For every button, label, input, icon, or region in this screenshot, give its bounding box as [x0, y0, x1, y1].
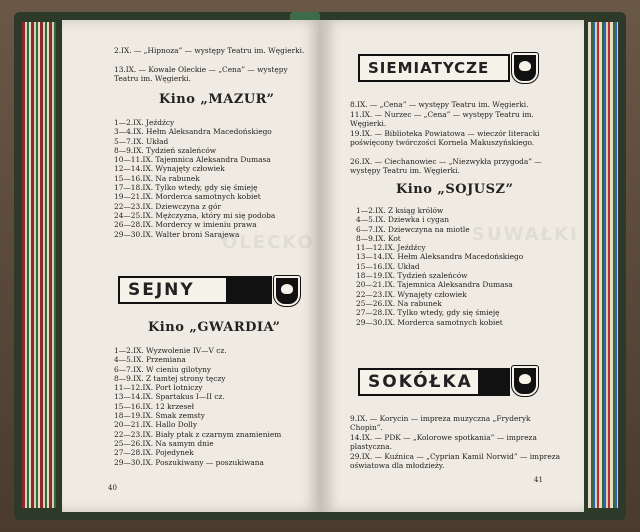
- list-item: 4—5.IX. Dziewka i cygan: [356, 215, 450, 225]
- list-item: 29—30.IX. Walter broni Sarajewa: [114, 229, 240, 239]
- sejny-crest-icon: [274, 276, 300, 306]
- list-item: 5—7.IX. Układ: [114, 136, 169, 146]
- list-item: 15—16.IX. Na rabunek: [114, 173, 200, 183]
- event-nurzec: 11.IX. — Nurzec — „Cena” — występy Teatru im. Węgierki.: [350, 110, 534, 129]
- list-item: 19—21.IX. Morderca samotnych kobiet: [114, 192, 261, 202]
- list-item: 18—19.IX. Tydzień szaleńców: [356, 271, 468, 281]
- page-edges-left: [22, 22, 56, 508]
- show-through-text: OLECKO: [222, 232, 315, 253]
- kino-sojusz-title: Kino „SOJUSZ”: [396, 182, 514, 197]
- town-name-sokolka: SOKÓŁKA: [368, 372, 473, 392]
- town-name-siemiatycze: SIEMIATYCZE: [368, 59, 490, 77]
- page-number-left: 40: [108, 484, 117, 492]
- list-item: 24—25.IX. Mężczyzna, który mi się podoba: [114, 210, 276, 220]
- list-item: 22—23.IX. Biały ptak z czarnym znamieniem: [114, 429, 282, 439]
- event-kuznica: 29.IX. — Kuźnica — „Cyprian Kamil Norwid” — impreza oświatowa dla młodzieży.: [350, 452, 561, 471]
- list-item: 18—19.IX. Smak zemsty: [114, 411, 205, 421]
- list-item: 3—4.IX. Hełm Aleksandra Macedońskiego: [114, 127, 272, 137]
- right-page: [322, 20, 584, 512]
- event-ciechanowiec: 26.IX. — Ciechanowiec — „Niezwykła przygoda” — występy Teatru im. Węgierki.: [350, 157, 542, 176]
- list-item: 1—2.IX. Jeźdźcy: [114, 118, 175, 127]
- siemiatycze-banner: [358, 54, 510, 82]
- siemiatycze-crest-icon: [512, 53, 538, 83]
- list-item: 1—2.IX. Z ksiąg królów: [356, 206, 444, 215]
- sokolka-crest-icon: [512, 366, 538, 396]
- page-number-right: 41: [534, 476, 543, 484]
- event-biblioteka: 19.IX. — Biblioteka Powiatowa — wieczór literacki poświęcony twórczości Kornela Makuszyńskiego.: [350, 129, 540, 148]
- list-item: 25—26.IX. Na rabunek: [356, 298, 442, 308]
- event-pdk: 14.IX. — PDK — „Kolorowe spotkania” — impreza plastyczna.: [350, 433, 537, 452]
- event-kowale: 13.IX. — Kowale Oleckie — „Cena” — występy Teatru im. Węgierki.: [114, 65, 288, 84]
- list-item: 4—5.IX. Przemiana: [114, 355, 186, 365]
- town-name-sejny: SEJNY: [128, 280, 195, 300]
- list-item: 27—28.IX. Pojedynek: [114, 448, 194, 458]
- list-item: 12—14.IX. Wynajęty człowiek: [114, 164, 225, 174]
- kino-gwardia-title: Kino „GWARDIA”: [148, 320, 281, 335]
- kino-gwardia-list: [114, 346, 281, 467]
- list-item: 6—7.IX. W cieniu gilotyny: [114, 364, 212, 374]
- list-item: 13—14.IX. Spartakus I—II cz.: [114, 392, 225, 402]
- list-item: 11—12.IX. Jeźdźcy: [356, 243, 426, 253]
- list-item: 13—14.IX. Hełm Aleksandra Macedońskiego: [356, 252, 524, 262]
- event-cena: 8.IX. — „Cena” — występy Teatru im. Węgierki.: [350, 100, 529, 109]
- list-item: 22—23.IX. Dziewczyna z gór: [114, 201, 221, 211]
- show-through-text: SUWAŁKI: [472, 224, 579, 245]
- left-page: [62, 20, 320, 512]
- list-item: 11—12.IX. Port lotniczy: [114, 383, 203, 393]
- list-item: 8—9.IX. Kot: [356, 233, 401, 243]
- list-item: 25—26.IX. Na samym dnie: [114, 438, 214, 448]
- list-item: 29—30.IX. Morderca samotnych kobiet: [356, 317, 503, 327]
- list-item: 20—21.IX. Hallo Dolly: [114, 420, 198, 430]
- event-hipnoza: 2.IX. — „Hipnoza” — występy Teatru im. Węgierki.: [114, 46, 305, 55]
- list-item: 27—28.IX. Tylko wtedy, gdy się śmieję: [356, 308, 500, 318]
- list-item: 1—2.IX. Wyzwolenie IV—V cz.: [114, 346, 227, 355]
- list-item: 6—7.IX. Dziewczyna na miotle: [356, 224, 470, 234]
- list-item: 29—30.IX. Poszukiwany — poszukiwana: [114, 457, 264, 467]
- list-item: 17—18.IX. Tylko wtedy, gdy się śmieję: [114, 183, 258, 193]
- list-item: 15—16.IX. Układ: [356, 261, 420, 271]
- list-item: 15—16.IX. 12 krzeseł: [114, 401, 195, 411]
- list-item: 20—21.IX. Tajemnica Aleksandra Dumasa: [356, 280, 513, 290]
- kino-mazur-list: [114, 118, 275, 239]
- page-edges-right: [588, 22, 618, 508]
- list-item: 10—11.IX. Tajemnica Aleksandra Dumasa: [114, 155, 271, 165]
- kino-mazur-title: Kino „MAZUR”: [159, 92, 275, 107]
- list-item: 8—9.IX. Z tamtej strony tęczy: [114, 373, 226, 383]
- sejny-banner: [118, 276, 272, 304]
- list-item: 8—9.IX. Tydzień szaleńców: [114, 145, 217, 155]
- sokolka-banner: [358, 368, 510, 396]
- list-item: 26—28.IX. Mordercy w imieniu prawa: [114, 220, 257, 230]
- list-item: 22—23.IX. Wynajęty człowiek: [356, 289, 467, 299]
- event-korycin: 9.IX. — Korycin — impreza muzyczna „Fryderyk Chopin”.: [350, 414, 531, 433]
